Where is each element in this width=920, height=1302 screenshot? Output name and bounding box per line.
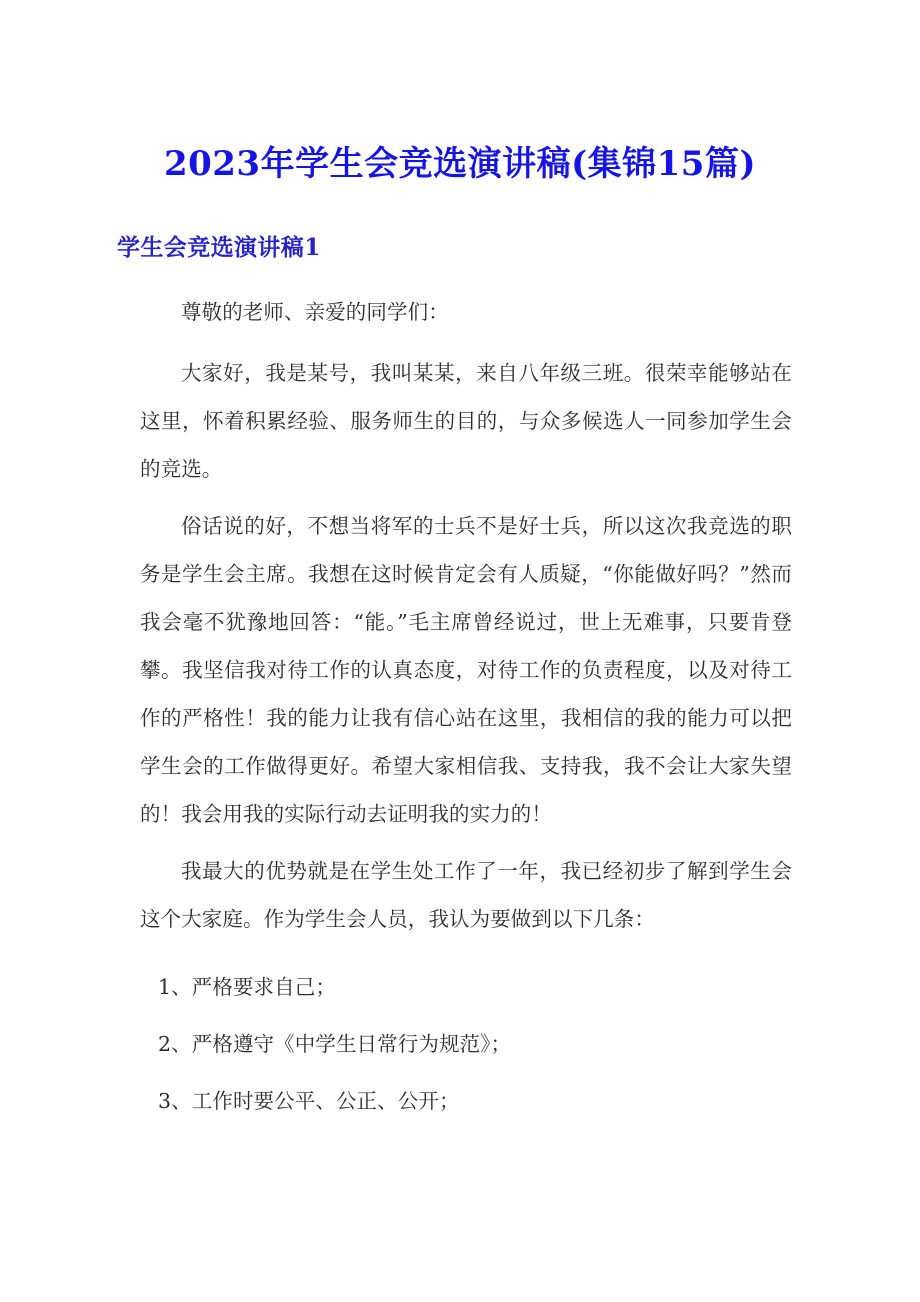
paragraph-advantages: 我最大的优势就是在学生处工作了一年，我已经初步了解到学生会这个大家庭。作为学生会人员，我认为要做到以下几条： — [140, 859, 792, 931]
page-title: 2023年学生会竞选演讲稿(集锦15篇) — [163, 144, 757, 184]
paragraph-salutation: 尊敬的老师、亲爱的同学们： — [181, 300, 449, 324]
section-heading: 学生会竞选演讲稿1 — [117, 234, 321, 261]
list-item: 2、严格遵守《中学生日常行为规范》； — [158, 1032, 512, 1056]
list-item: 1、严格要求自己； — [158, 975, 336, 999]
document-body — [140, 288, 792, 1134]
paragraph-introduction: 大家好，我是某号，我叫某某，来自八年级三班。很荣幸能够站在这里，怀着积累经验、服务师生的目的，与众多候选人一同参加学生会的竞选。 — [140, 361, 792, 481]
numbered-list — [140, 963, 792, 1125]
list-item: 3、工作时要公平、公正、公开； — [158, 1089, 460, 1113]
paragraph-motivation: 俗话说的好，不想当将军的士兵不是好士兵，所以这次我竞选的职务是学生会主席。我想在这时候肯定会有人质疑，“你能做好吗？”然而我会毫不犹豫地回答：“能。”毛主席曾经说过，世上无难事，只要肯登攀。我坚信我对待工作的认真态度，对待工作的负责程度，以及对待工作的严格性！我的能力让我有信心站在这里，我相信的我的能力可以把学生会的工作做得更好。希望大家相信我、支持我，我不会让大家失望的！我会用我的实际行动去证明我的实力的！ — [140, 514, 792, 826]
